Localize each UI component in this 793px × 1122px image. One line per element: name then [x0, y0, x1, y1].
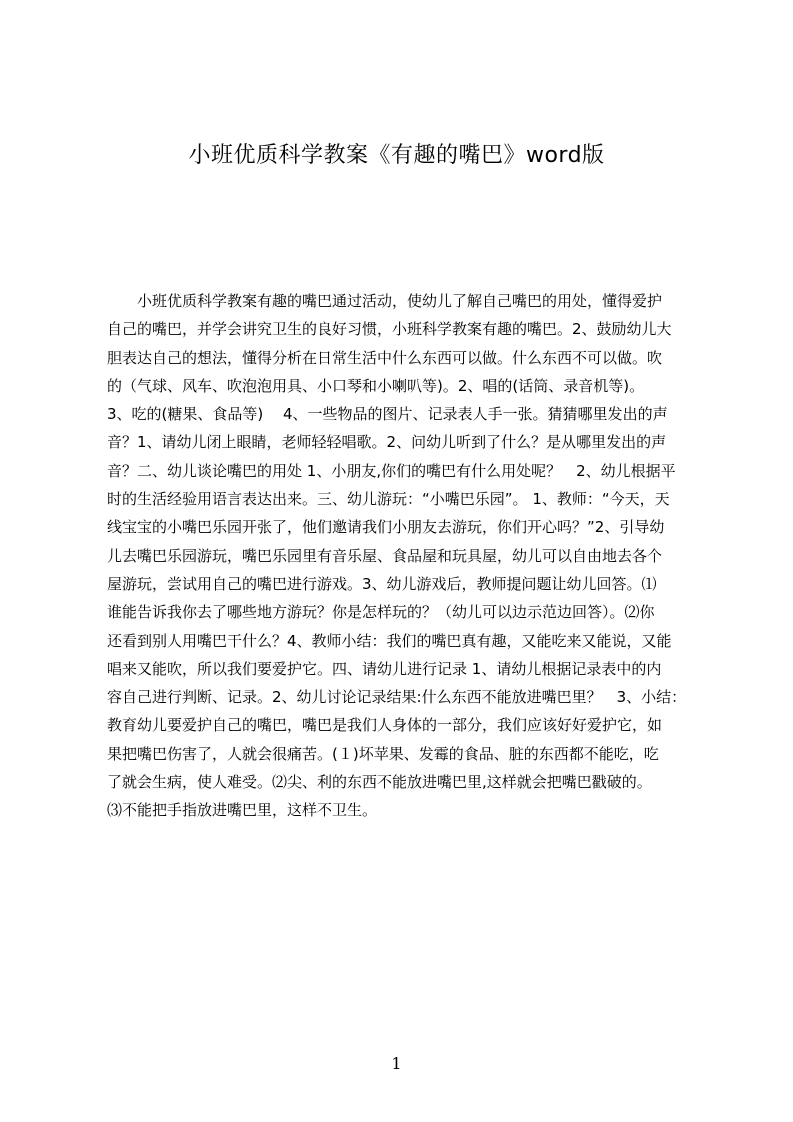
body-line: 容自己进行判断、记录。2、幼儿讨论记录结果:什么东西不能放进嘴巴里？ 3、小结： — [107, 688, 687, 707]
body-line: 小班优质科学教案有趣的嘴巴通过活动，使幼儿了解自己嘴巴的用处，懂得爱护 — [107, 292, 663, 310]
body-line: 线宝宝的小嘴巴乐园开张了，他们邀请我们小朋友去游玩，你们开心吗？”2、引导幼 — [107, 518, 665, 537]
body-line: 3、吃的(糖果、食品等) 4、一些物品的图片、记录表人手一张。猜猜哪里发出的声 — [107, 405, 668, 424]
body-line: 自己的嘴巴，并学会讲究卫生的良好习惯，小班科学教案有趣的嘴巴。2、鼓励幼儿大 — [107, 320, 672, 339]
body-line: 儿去嘴巴乐园游玩，嘴巴乐园里有音乐屋、食品屋和玩具屋，幼儿可以自由地去各个 — [107, 546, 663, 565]
body-line: 谁能告诉我你去了哪些地方游玩？你是怎样玩的？（幼儿可以边示范边回答）。⑵你 — [107, 603, 655, 622]
body-line: 还看到别人用嘴巴干什么？4、教师小结：我们的嘴巴真有趣，又能吃来又能说，又能 — [107, 631, 672, 650]
body-line: 音？1、请幼儿闭上眼睛，老师轻轻唱歌。2、问幼儿听到了什么？是从哪里发出的声 — [107, 433, 667, 452]
document-title: 小班优质科学教案《有趣的嘴巴》word版 — [188, 143, 605, 168]
page-number: 1 — [391, 1054, 402, 1073]
document-body — [107, 287, 698, 820]
body-line: 果把嘴巴伤害了，人就会很痛苦。(１)坏苹果、发霉的食品、脏的东西都不能吃，吃 — [107, 744, 659, 763]
body-line: 胆表达自己的想法，懂得分析在日常生活中什么东西可以做。什么东西不可以做。吹 — [107, 348, 663, 367]
body-line: 的（气球、风车、吹泡泡用具、小口琴和小喇叭等)。2、唱的(话筒、录音机等)。 — [107, 376, 645, 395]
body-line: ⑶不能把手指放进嘴巴里，这样不卫生。 — [107, 801, 378, 820]
body-line: 屋游玩，尝试用自己的嘴巴进行游戏。3、幼儿游戏后，教师提问题让幼儿回答。⑴ — [107, 574, 657, 593]
body-line: 教育幼儿要爱护自己的嘴巴，嘴巴是我们人身体的一部分，我们应该好好爱护它，如 — [107, 716, 663, 735]
body-line: 唱来又能吹，所以我们要爱护它。四、请幼儿进行记录 1、请幼儿根据记录表中的内 — [107, 659, 662, 678]
body-line: 了就会生病，使人难受。⑵尖、利的东西不能放进嘴巴里,这样就会把嘴巴戳破的。 — [107, 773, 652, 792]
body-line: 音？二、幼儿谈论嘴巴的用处 1、小朋友,你们的嘴巴有什么用处呢？ 2、幼儿根据平 — [107, 461, 676, 480]
body-line: 时的生活经验用语言表达出来。三、幼儿游玩：“小嘴巴乐园”。 1、教师：“今天，天 — [107, 490, 670, 509]
